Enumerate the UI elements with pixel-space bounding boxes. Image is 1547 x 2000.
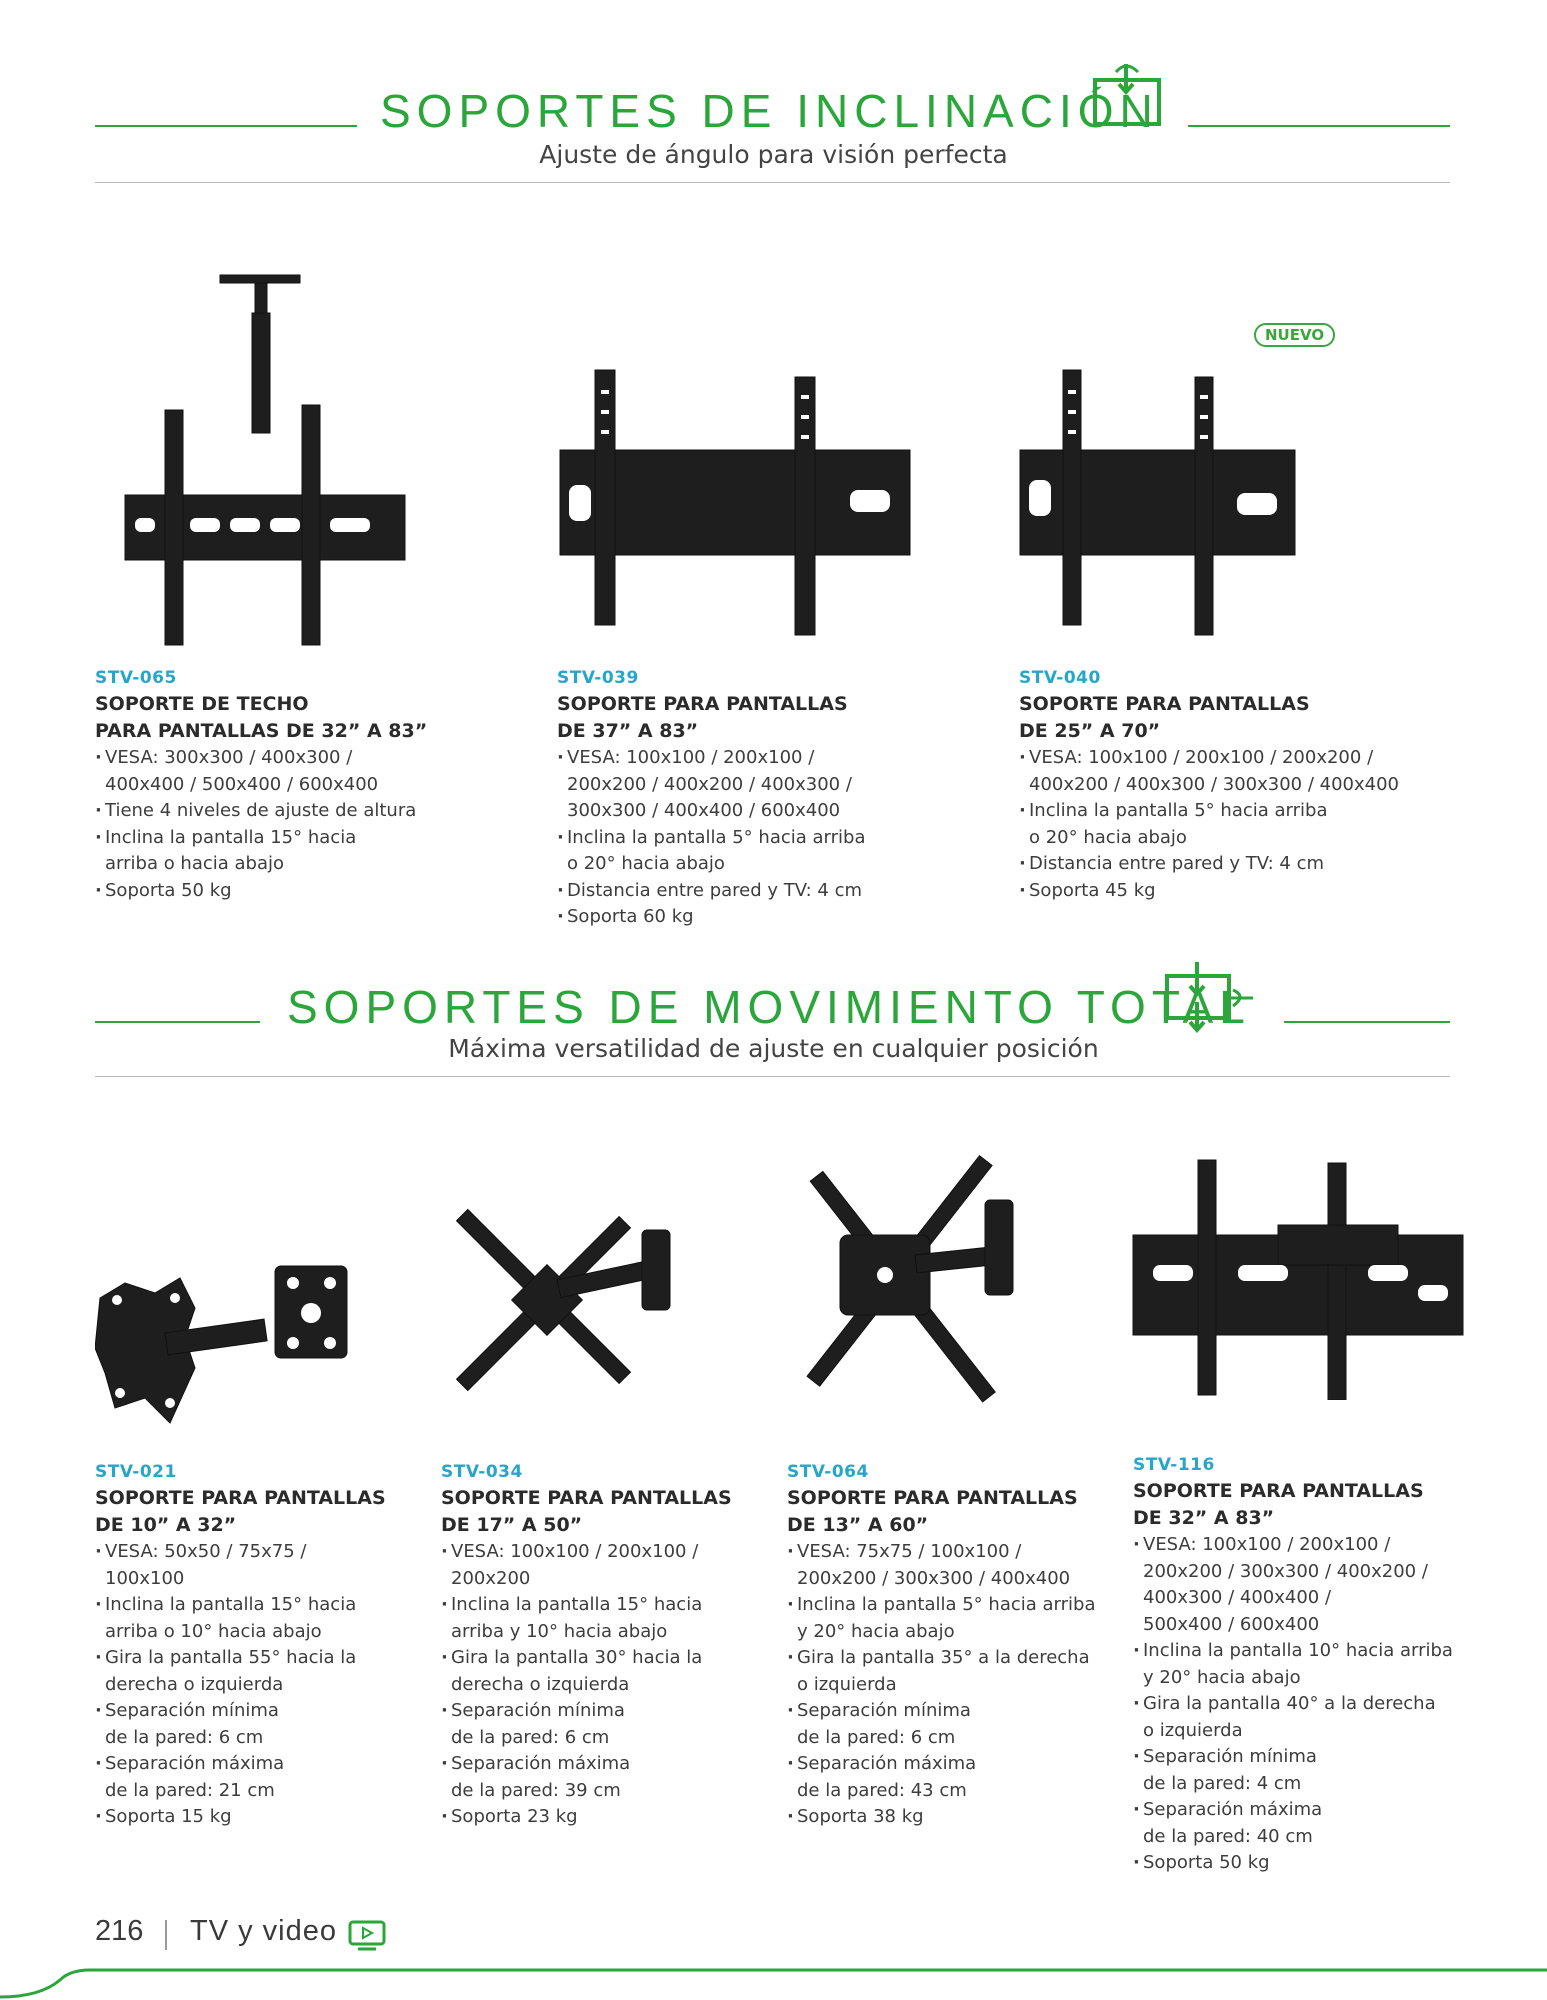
spec-item: · Gira la pantalla 30° hacia la derecha o izquierda — [441, 1645, 771, 1698]
tilt-icon — [1092, 58, 1164, 128]
spec-list — [557, 745, 977, 931]
spec-item: · Separación mínima de la pared: 6 cm — [441, 1698, 771, 1751]
product-code: STV-116 — [1133, 1455, 1215, 1475]
spec-item: · Inclina la pantalla 5° hacia arriba o 20° hacia abajo — [1019, 798, 1469, 851]
motion-section-subtitle: Máxima versatilidad de ajuste en cualquier posición — [448, 1034, 1099, 1063]
product-card-stv-064 — [787, 1462, 1127, 1831]
stv-039-image — [555, 365, 915, 645]
tilt-title-rule-right — [1188, 125, 1450, 127]
product-name: SOPORTE PARA PANTALLAS DE 25” A 70” — [1019, 693, 1310, 742]
motion-section-title: SOPORTES DE MOVIMIENTO TOTAL — [287, 981, 1251, 1033]
spec-item: · VESA: 100x100 / 200x100 / 200x200 / 300x300 / 400x200 / 400x300 / 400x400 / 500x400 / 600x400 — [1133, 1532, 1493, 1638]
spec-item: · Inclina la pantalla 5° hacia arriba o 20° hacia abajo — [557, 825, 977, 878]
spec-item: · Gira la pantalla 55° hacia la derecha o izquierda — [95, 1645, 425, 1698]
spec-list — [95, 1539, 425, 1831]
spec-item: · Inclina la pantalla 15° hacia arriba o hacia abajo — [95, 825, 495, 878]
product-code: STV-039 — [557, 668, 639, 688]
spec-item: · Soporta 50 kg — [1133, 1850, 1493, 1877]
stv-040-image — [1015, 365, 1300, 645]
spec-item: · Soporta 38 kg — [787, 1804, 1127, 1831]
product-name: SOPORTE PARA PANTALLAS DE 10” A 32” — [95, 1487, 386, 1536]
product-name: SOPORTE PARA PANTALLAS DE 17” A 50” — [441, 1487, 732, 1536]
spec-list — [95, 745, 495, 904]
product-name: SOPORTE DE TECHO PARA PANTALLAS DE 32” A 83” — [95, 693, 428, 742]
spec-item: · VESA: 75x75 / 100x100 / 200x200 / 300x300 / 400x400 — [787, 1539, 1127, 1592]
spec-item: · Inclina la pantalla 10° hacia arriba y 20° hacia abajo — [1133, 1638, 1493, 1691]
stv-034-image — [437, 1180, 677, 1420]
spec-item: · Soporta 60 kg — [557, 904, 977, 931]
stv-065-image — [120, 270, 410, 650]
stv-116-image — [1128, 1155, 1468, 1400]
spec-item: · Inclina la pantalla 15° hacia arriba y 10° hacia abajo — [441, 1592, 771, 1645]
motion-divider — [95, 1076, 1450, 1077]
spec-item: · VESA: 300x300 / 400x300 / 400x400 / 500x400 / 600x400 — [95, 745, 495, 798]
spec-item: · Separación mínima de la pared: 6 cm — [787, 1698, 1127, 1751]
spec-item: · VESA: 100x100 / 200x100 / 200x200 / 400x200 / 400x300 / 300x300 / 400x400 — [1019, 745, 1469, 798]
spec-list — [1133, 1532, 1493, 1877]
spec-item: · Soporta 45 kg — [1019, 878, 1469, 905]
footer-rule — [0, 1960, 1547, 2000]
footer-separator — [165, 1920, 167, 1950]
spec-item: · Separación mínima de la pared: 4 cm — [1133, 1744, 1493, 1797]
spec-item: · Soporta 15 kg — [95, 1804, 425, 1831]
footer-category: TV y video — [190, 1915, 337, 1947]
product-code: STV-034 — [441, 1462, 523, 1482]
product-code: STV-065 — [95, 668, 177, 688]
spec-item: · Separación máxima de la pared: 40 cm — [1133, 1797, 1493, 1850]
product-card-stv-065 — [95, 668, 495, 904]
product-card-stv-116 — [1133, 1455, 1493, 1877]
spec-item: · Tiene 4 niveles de ajuste de altura — [95, 798, 495, 825]
stv-064-image — [785, 1140, 1025, 1430]
page-number: 216 — [95, 1915, 144, 1947]
spec-item: · Soporta 23 kg — [441, 1804, 771, 1831]
spec-item: · Distancia entre pared y TV: 4 cm — [557, 878, 977, 905]
spec-item: · Inclina la pantalla 5° hacia arriba y 20° hacia abajo — [787, 1592, 1127, 1645]
product-code: STV-040 — [1019, 668, 1101, 688]
spec-item: · Distancia entre pared y TV: 4 cm — [1019, 851, 1469, 878]
spec-item: · Soporta 50 kg — [95, 878, 495, 905]
motion-title-rule-left — [95, 1021, 260, 1023]
tilt-section-title: SOPORTES DE INCLINACIÓN — [380, 85, 1159, 137]
spec-item: · Gira la pantalla 40° a la derecha o izquierda — [1133, 1691, 1493, 1744]
product-name: SOPORTE PARA PANTALLAS DE 37” A 83” — [557, 693, 848, 742]
product-card-stv-039 — [557, 668, 977, 931]
tilt-title-rule-left — [95, 125, 357, 127]
spec-list — [1019, 745, 1469, 904]
product-code: STV-021 — [95, 1462, 177, 1482]
new-badge: NUEVO — [1254, 323, 1335, 347]
product-name: SOPORTE PARA PANTALLAS DE 13” A 60” — [787, 1487, 1078, 1536]
tilt-section-subtitle: Ajuste de ángulo para visión perfecta — [539, 140, 1008, 169]
spec-item: · Separación máxima de la pared: 39 cm — [441, 1751, 771, 1804]
spec-item: · VESA: 50x50 / 75x75 / 100x100 — [95, 1539, 425, 1592]
tv-play-icon — [348, 1920, 386, 1952]
stv-021-image — [95, 1258, 355, 1428]
product-code: STV-064 — [787, 1462, 869, 1482]
product-card-stv-021 — [95, 1462, 425, 1831]
spec-item: · Gira la pantalla 35° a la derecha o izquierda — [787, 1645, 1127, 1698]
product-name: SOPORTE PARA PANTALLAS DE 32” A 83” — [1133, 1480, 1424, 1529]
spec-item: · Separación máxima de la pared: 43 cm — [787, 1751, 1127, 1804]
spec-list — [787, 1539, 1127, 1831]
product-card-stv-040 — [1019, 668, 1469, 904]
product-card-stv-034 — [441, 1462, 771, 1831]
spec-item: · Separación máxima de la pared: 21 cm — [95, 1751, 425, 1804]
motion-title-rule-right — [1284, 1021, 1450, 1023]
spec-item: · VESA: 100x100 / 200x100 / 200x200 / 400x200 / 400x300 / 300x300 / 400x400 / 600x400 — [557, 745, 977, 825]
spec-item: · Separación mínima de la pared: 6 cm — [95, 1698, 425, 1751]
spec-list — [441, 1539, 771, 1831]
full-motion-icon — [1163, 958, 1258, 1033]
spec-item: · Inclina la pantalla 15° hacia arriba o 10° hacia abajo — [95, 1592, 425, 1645]
tilt-divider — [95, 182, 1450, 183]
spec-item: · VESA: 100x100 / 200x100 / 200x200 — [441, 1539, 771, 1592]
